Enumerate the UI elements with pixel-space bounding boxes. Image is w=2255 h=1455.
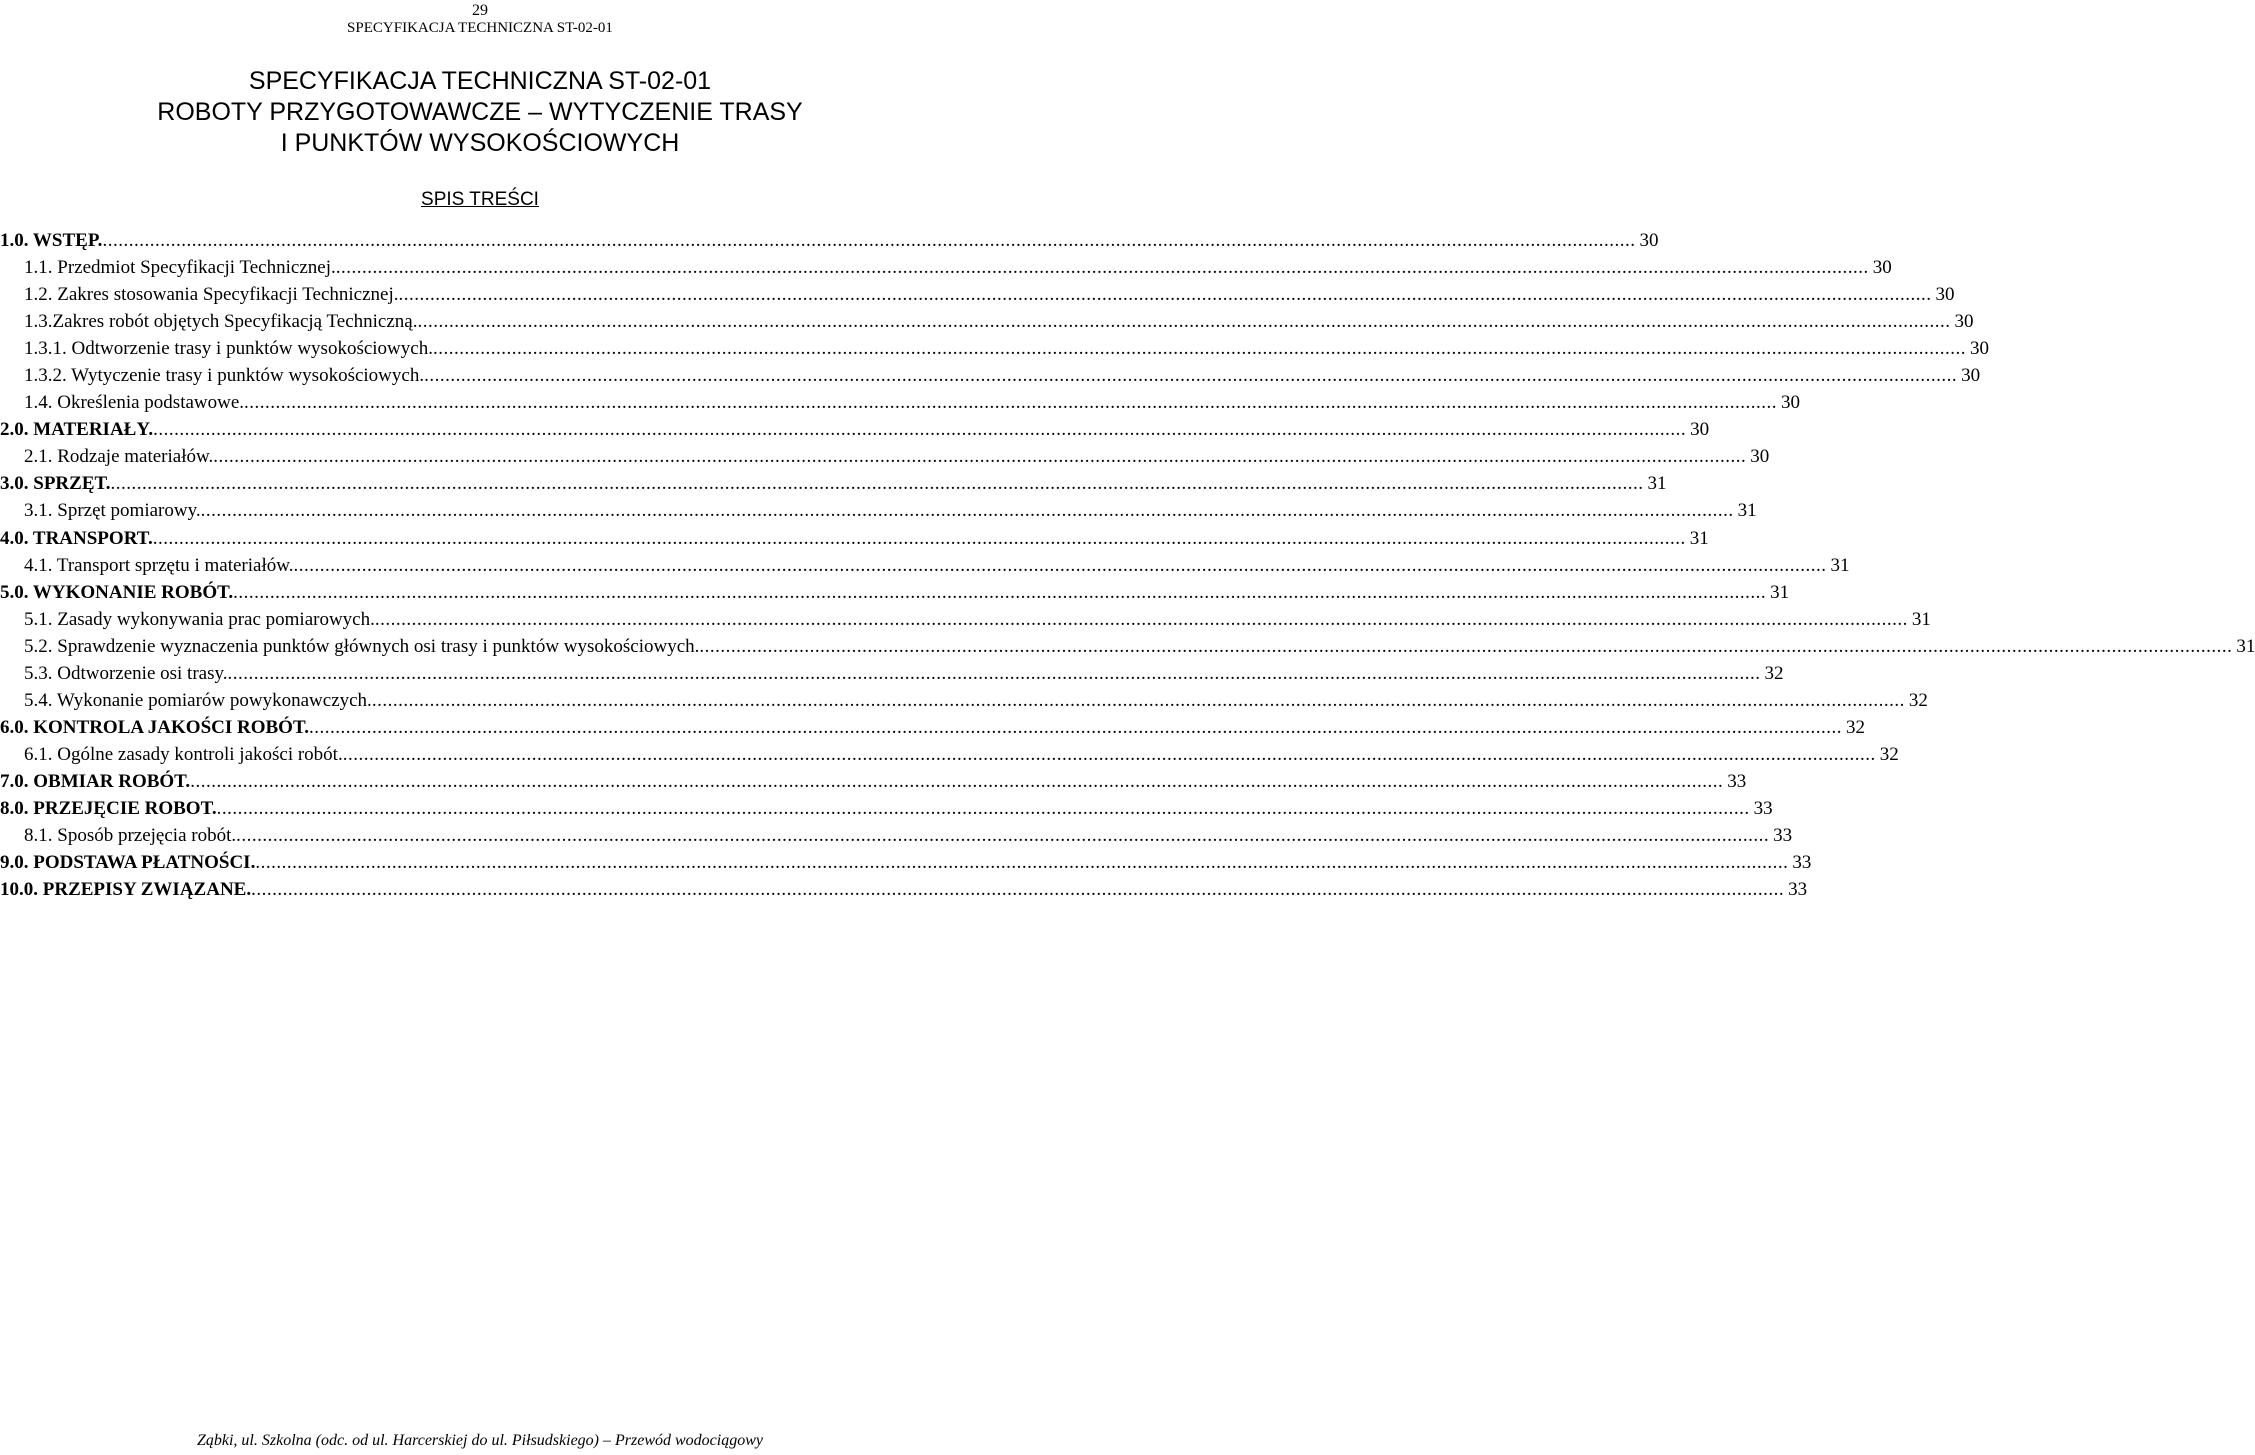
toc-heading-text: SPIS TREŚCI bbox=[421, 189, 539, 210]
toc-entry-label: 5.4. Wykonanie pomiarów powykonawczych. bbox=[24, 689, 372, 711]
toc-dot-leader bbox=[102, 230, 1635, 252]
toc-entry-page: 31 bbox=[1770, 581, 1790, 603]
table-of-contents bbox=[0, 230, 2255, 906]
toc-entry[interactable] bbox=[0, 446, 1770, 473]
toc-entry[interactable] bbox=[0, 338, 1989, 365]
toc-dot-leader bbox=[201, 500, 1734, 522]
toc-entry-page: 33 bbox=[1753, 797, 1773, 819]
toc-entry-page: 30 bbox=[1961, 365, 1981, 387]
toc-dot-leader bbox=[153, 419, 1686, 441]
toc-entry-page: 31 bbox=[1737, 500, 1757, 522]
toc-entry[interactable] bbox=[0, 770, 1747, 798]
toc-dot-leader bbox=[217, 798, 1750, 820]
toc-entry-label: 1.2. Zakres stosowania Specyfikacji Technicznej. bbox=[24, 284, 399, 306]
toc-entry[interactable] bbox=[0, 311, 1974, 338]
toc-dot-leader bbox=[255, 852, 1788, 874]
toc-entry-label: 5.0. WYKONANIE ROBÓT. bbox=[0, 581, 234, 603]
toc-entry[interactable] bbox=[0, 581, 1790, 609]
toc-entry[interactable] bbox=[0, 392, 1801, 419]
toc-entry[interactable] bbox=[0, 257, 1892, 284]
toc-entry-page: 31 bbox=[1911, 608, 1931, 630]
toc-entry-page: 31 bbox=[2236, 635, 2255, 657]
toc-dot-leader bbox=[233, 582, 1766, 604]
toc-entry-label: 10.0. PRZEPISY ZWIĄZANE. bbox=[0, 879, 252, 901]
toc-entry-page: 30 bbox=[1750, 446, 1770, 468]
toc-entry-page: 30 bbox=[1639, 230, 1659, 251]
toc-entry[interactable] bbox=[0, 500, 1757, 527]
toc-dot-leader bbox=[424, 365, 1957, 387]
toc-entry-label: 4.1. Transport sprzętu i materiałów. bbox=[24, 554, 294, 576]
toc-entry-page: 30 bbox=[1872, 257, 1892, 279]
toc-entry-label: 3.0. SPRZĘT. bbox=[0, 473, 111, 495]
toc-entry-page: 30 bbox=[1969, 338, 1989, 360]
toc-dot-leader bbox=[699, 636, 2232, 658]
toc-entry-page: 33 bbox=[1727, 770, 1747, 792]
toc-dot-leader bbox=[372, 690, 1905, 712]
toc-dot-leader bbox=[190, 771, 1723, 793]
toc-entry[interactable] bbox=[0, 825, 1793, 852]
toc-entry-label: 3.1. Sprzęt pomiarowy. bbox=[24, 500, 201, 522]
toc-entry-label: 1.0. WSTĘP. bbox=[0, 230, 103, 251]
toc-entry-page: 30 bbox=[1954, 311, 1974, 333]
toc-entry-page: 32 bbox=[1845, 716, 1865, 738]
toc-dot-leader bbox=[251, 879, 1784, 901]
toc-entry[interactable] bbox=[0, 689, 1928, 717]
toc-entry[interactable] bbox=[0, 284, 1955, 311]
toc-entry[interactable] bbox=[0, 743, 1899, 771]
toc-entry-label: 8.1. Sposób przejęcia robót. bbox=[24, 825, 237, 847]
toc-entry-page: 32 bbox=[1764, 662, 1784, 684]
toc-entry-page: 31 bbox=[1647, 473, 1667, 495]
toc-entry[interactable] bbox=[0, 527, 1709, 555]
running-header: SPECYFIKACJA TECHNICZNA ST-02-01 bbox=[347, 20, 613, 36]
toc-entry[interactable] bbox=[0, 473, 1667, 500]
document-title-line-3: I PUNKTÓW WYSOKOŚCIOWYCH bbox=[280, 129, 680, 157]
toc-entry[interactable] bbox=[0, 852, 1812, 879]
toc-dot-leader bbox=[343, 744, 1876, 766]
toc-dot-leader bbox=[336, 257, 1869, 279]
toc-entry-label: 1.3.2. Wytyczenie trasy i punktów wysokościowych. bbox=[24, 365, 425, 387]
toc-entry-label: 5.2. Sprawdzenie wyznaczenia punktów głównych osi trasy i punktów wysokościowych. bbox=[24, 635, 700, 657]
toc-dot-leader bbox=[153, 528, 1686, 550]
toc-entry-page: 33 bbox=[1792, 852, 1812, 874]
page-number: 29 bbox=[472, 2, 488, 19]
toc-entry-page: 32 bbox=[1879, 743, 1899, 765]
toc-entry-page: 31 bbox=[1689, 527, 1709, 549]
toc-dot-leader bbox=[236, 825, 1769, 847]
toc-entry-label: 1.1. Przedmiot Specyfikacji Technicznej. bbox=[24, 257, 336, 279]
page-footer: Ząbki, ul. Szkolna (odc. od ul. Harcerskiej do ul. Piłsudskiego) – Przewód wodociągowy bbox=[196, 1432, 763, 1449]
toc-entry-label: 1.4. Określenia podstawowe. bbox=[24, 392, 245, 414]
toc-entry-label: 6.0. KONTROLA JAKOŚCI ROBÓT. bbox=[0, 716, 309, 738]
toc-heading bbox=[0, 189, 960, 211]
document-title-line-1: SPECYFIKACJA TECHNICZNA ST-02-01 bbox=[248, 67, 712, 95]
toc-entry[interactable] bbox=[0, 879, 1808, 906]
toc-entry[interactable] bbox=[0, 662, 1784, 690]
toc-entry-page: 30 bbox=[1935, 284, 1955, 306]
toc-entry-page: 33 bbox=[1788, 879, 1808, 901]
toc-entry-label: 2.1. Rodzaje materiałów. bbox=[24, 446, 214, 468]
toc-entry-label: 5.1. Zasady wykonywania prac pomiarowych. bbox=[24, 608, 375, 630]
toc-dot-leader bbox=[213, 446, 1746, 468]
toc-entry-label: 8.0. PRZEJĘCIE ROBOT. bbox=[0, 797, 217, 819]
toc-dot-leader bbox=[309, 717, 1842, 739]
toc-entry-label: 5.3. Odtworzenie osi trasy. bbox=[24, 662, 228, 684]
toc-entry[interactable] bbox=[0, 635, 2255, 663]
toc-dot-leader bbox=[433, 338, 1966, 360]
toc-entry[interactable] bbox=[0, 365, 1981, 392]
toc-entry[interactable] bbox=[0, 716, 1865, 744]
toc-entry-page: 31 bbox=[1830, 554, 1850, 576]
toc-entry-label: 1.3.Zakres robót objętych Specyfikacją Techniczną. bbox=[24, 311, 418, 333]
toc-entry[interactable] bbox=[0, 230, 1659, 257]
toc-entry-page: 32 bbox=[1908, 689, 1928, 711]
toc-entry-page: 30 bbox=[1781, 392, 1801, 414]
toc-entry-label: 1.3.1. Odtworzenie trasy i punktów wysokościowych. bbox=[24, 338, 433, 360]
toc-entry-page: 33 bbox=[1773, 825, 1793, 847]
toc-entry-page: 30 bbox=[1690, 419, 1710, 441]
toc-entry[interactable] bbox=[0, 554, 1850, 582]
toc-entry-label: 6.1. Ogólne zasady kontroli jakości robót. bbox=[24, 743, 343, 765]
toc-entry-label: 2.0. MATERIAŁY. bbox=[0, 419, 154, 441]
document-title-line-2: ROBOTY PRZYGOTOWAWCZE – WYTYCZENIE TRASY bbox=[157, 98, 803, 126]
toc-dot-leader bbox=[399, 284, 1932, 306]
toc-entry-label: 4.0. TRANSPORT. bbox=[0, 527, 153, 549]
toc-dot-leader bbox=[417, 311, 1950, 333]
toc-dot-leader bbox=[111, 473, 1644, 495]
toc-entry[interactable] bbox=[0, 419, 1710, 446]
toc-entry-label: 9.0. PODSTAWA PŁATNOŚCI. bbox=[0, 852, 256, 874]
toc-dot-leader bbox=[228, 663, 1761, 685]
toc-entry-label: 7.0. OBMIAR ROBÓT. bbox=[0, 770, 191, 792]
toc-dot-leader bbox=[375, 609, 1908, 631]
toc-entry[interactable] bbox=[0, 797, 1773, 825]
toc-dot-leader bbox=[293, 555, 1826, 577]
toc-entry[interactable] bbox=[0, 608, 1931, 636]
toc-dot-leader bbox=[244, 392, 1777, 414]
